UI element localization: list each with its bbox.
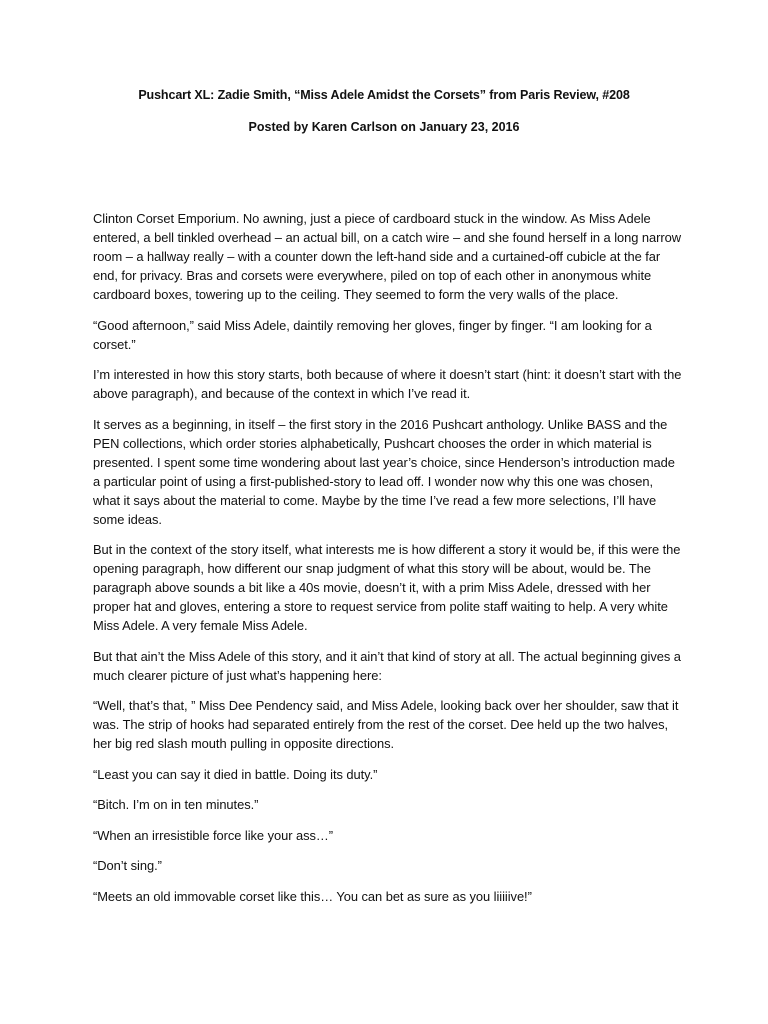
post-body xyxy=(93,209,683,917)
paragraph: “Don’t sing.” xyxy=(93,858,162,873)
paragraph: “Bitch. I’m on in ten minutes.” xyxy=(93,797,259,812)
post-title: Pushcart XL: Zadie Smith, “Miss Adele Amidst the Corsets” from Paris Review, #208 xyxy=(138,88,630,102)
paragraph: “Least you can say it died in battle. Doing its duty.” xyxy=(93,766,378,782)
paragraph: “Meets an old immovable corset like this… You can bet as sure as you liiiiive!” xyxy=(93,888,532,904)
paragraph: “Well, that’s that, ” Miss Dee Pendency said, and Miss Adele, looking back over her shoulder, saw that it was. The strip of hooks had separated entirely from the rest of the corset. Dee held up the two halves, her big red slash mouth pulling in opposite directions. xyxy=(93,698,679,751)
paragraph: I’m interested in how this story starts, both because of where it doesn’t start (hint: it doesn’t start with the above paragraph), and because of the context in which I’ve read it. xyxy=(93,367,682,401)
paragraph: But in the context of the story itself, what interests me is how different a story it would be, if this were the opening paragraph, how different our snap judgment of what this story will be about, would be. The paragraph above sounds a bit like a 40s movie, doesn’t it, with a prim Miss Adele, dressed with her proper hat and gloves, entering a store to request service from polite staff waiting to help. A very white Miss Adele. A very female Miss Adele. xyxy=(93,542,681,633)
paragraph: “Good afternoon,” said Miss Adele, daintily removing her gloves, finger by finger. “I am looking for a corset.” xyxy=(93,317,652,352)
paragraph: But that ain’t the Miss Adele of this story, and it ain’t that kind of story at all. The actual beginning gives a much clearer picture of just what’s happening here: xyxy=(93,648,681,683)
post-byline: Posted by Karen Carlson on January 23, 2016 xyxy=(248,120,520,134)
paragraph: Clinton Corset Emporium. No awning, just a piece of cardboard stuck in the window. As Miss Adele entered, a bell tinkled overhead – an actual bill, on a catch wire – and she found herself in a long narrow room – a hallway really – with a counter down the left-hand side and a curtained-off cubicle at the far end, for privacy. Bras and corsets were everywhere, piled on top of each other in anonymous white cardboard boxes, towering up to the ceiling. They seemed to form the very walls of the place. xyxy=(93,211,681,302)
paragraph: “When an irresistible force like your ass…” xyxy=(93,827,333,843)
paragraph: It serves as a beginning, in itself – the first story in the 2016 Pushcart anthology. Unlike BASS and the PEN collections, which order stories alphabetically, Pushcart chooses the order in which material is presented. I spent some time wondering about last year’s choice, since Henderson’s introduction made a particular point of using a first-published-story to lead off. I wonder now why this one was chosen, what it says about the material to come. Maybe by the time I’ve read a few more selections, I’ll have some ideas. xyxy=(93,416,675,527)
